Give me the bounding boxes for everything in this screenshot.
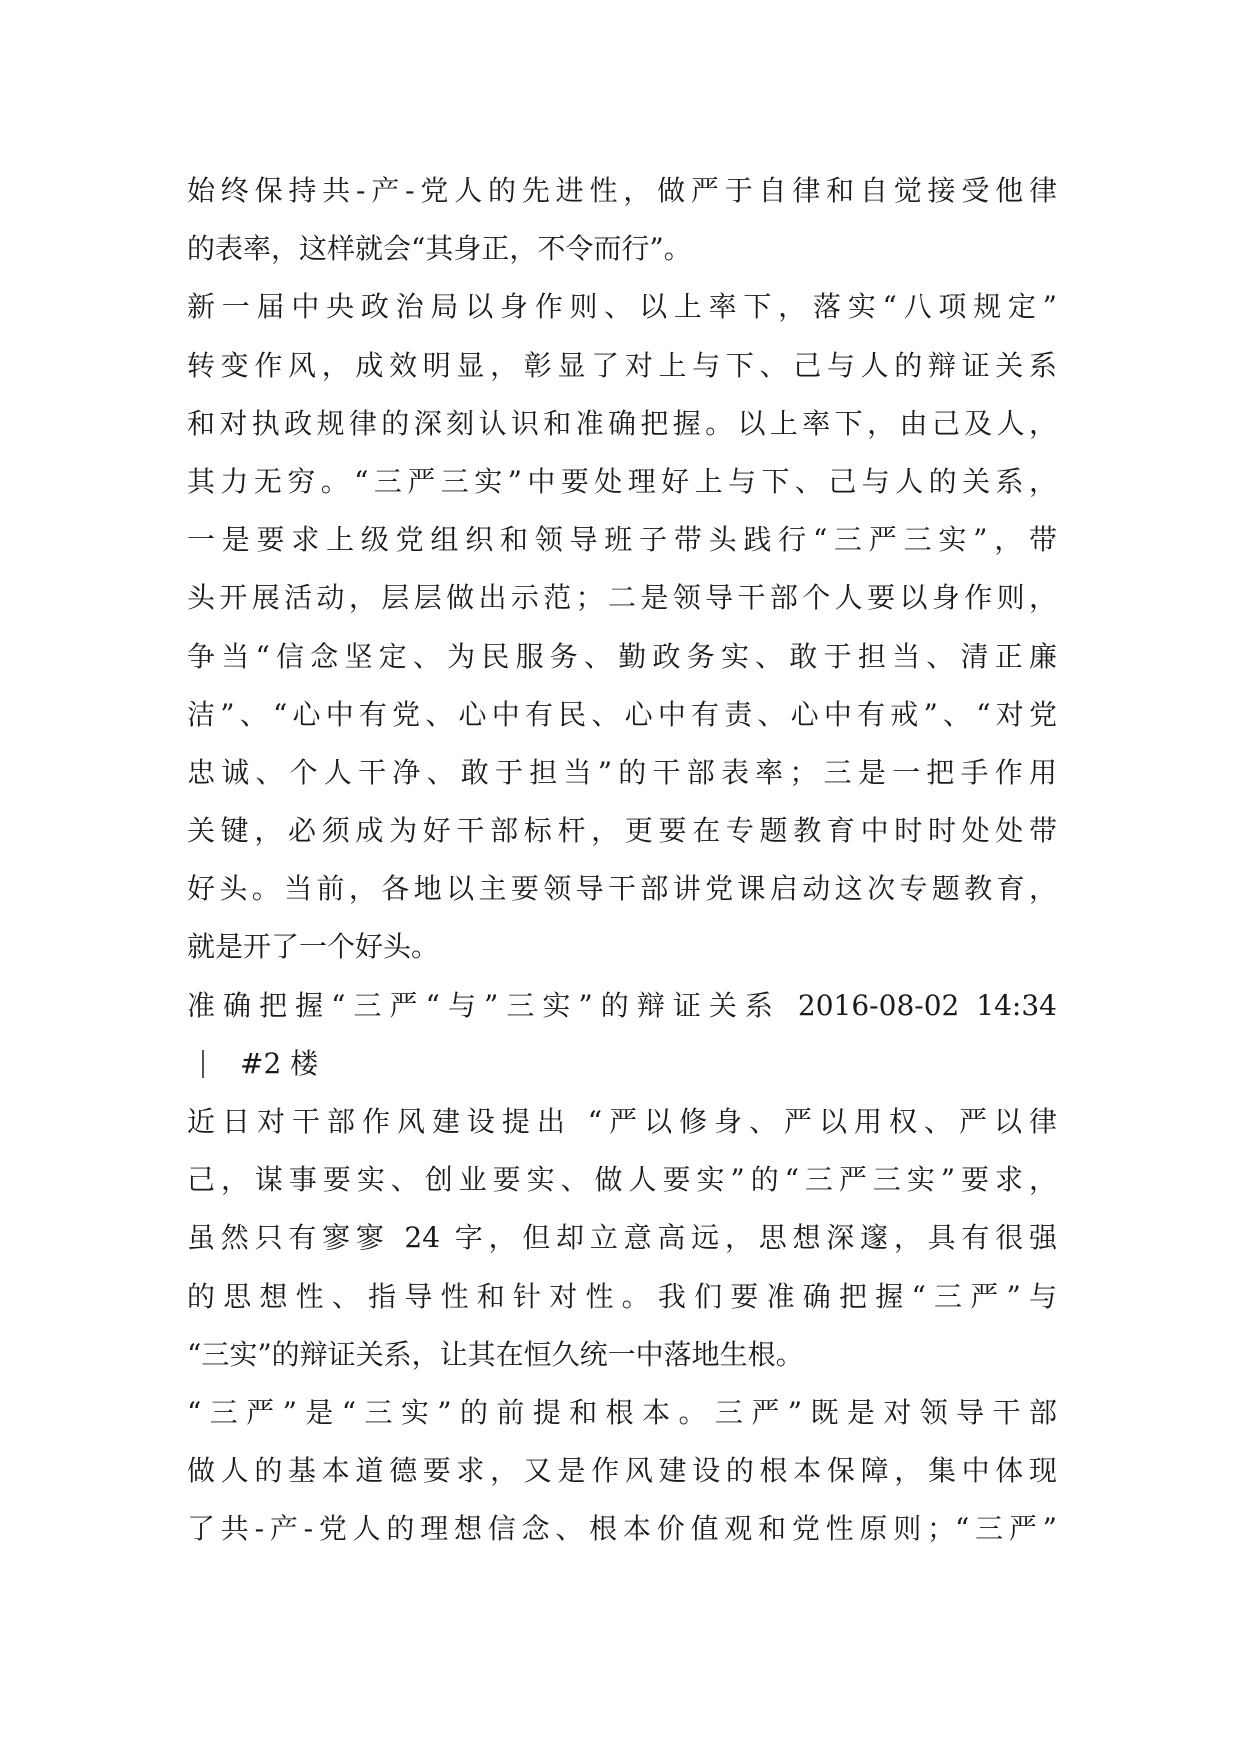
text-line: 洁”、“心中有党、心中有民、心中有责、心中有戒”、“对党 [187,697,1057,731]
document-body [187,162,1057,1559]
text-line: 近日对干部作风建设提出 “严以修身、严以用权、严以律 [187,1105,1057,1138]
text-line: 一是要求上级党组织和领导班子带头践行“三严三实”，带 [187,523,1057,557]
text-line: 己，谋事要实、创业要实、做人要实”的“三严三实”要求， [187,1163,1057,1197]
text-line: 好头。当前，各地以主要领导干部讲党课启动这次专题教育， [187,872,1057,906]
text-line: 转变作风，成效明显，彰显了对上与下、己与人的辩证关系 [187,348,1057,382]
divider-bar [202,1050,204,1078]
text-line: 了共-产-党人的理想信念、根本价值观和党性原则；“三严” [187,1512,1057,1546]
floor-label: #2 楼 [240,1046,319,1080]
text-line: 始终保持共-产-党人的先进性，做严于自律和自觉接受他律 [187,174,1057,207]
text-line: 做人的基本道德要求，又是作风建设的根本保障，集中体现 [187,1454,1057,1488]
text-line: 和对执政规律的深刻认识和准确把握。以上率下，由己及人， [187,406,1057,440]
text-line: 虽然只有寥寥 24 字，但却立意高远，思想深邃，具有很强 [187,1221,1057,1255]
text-line: 新一届中央政治局以身作则、以上率下，落实“八项规定” [187,290,1057,324]
floor-marker [187,1035,1057,1093]
text-line: 的表率，这样就会“其身正，不令而行”。 [187,232,692,266]
text-line: 争当“信念坚定、为民服务、勤政务实、敢于担当、清正廉 [187,639,1057,673]
text-line: 就是开了一个好头。 [187,930,440,964]
text-line: 忠诚、个人干净、敢于担当”的干部表率；三是一把手作用 [187,755,1057,789]
text-line: “三严”是“三实”的前提和根本。三严”既是对领导干部 [187,1395,1057,1429]
text-line: “三实”的辩证关系，让其在恒久统一中落地生根。 [187,1337,804,1371]
text-line: 的思想性、指导性和针对性。我们要准确把握“三严”与 [187,1279,1057,1313]
text-line: 关键，必须成为好干部标杆，更要在专题教育中时时处处带 [187,814,1057,848]
post-title-line: 准确把握“三严“与”三实”的辩证关系 2016-08-02 14:34 [187,988,1057,1022]
text-line: 其力无穷。“三严三实”中要处理好上与下、己与人的关系， [187,464,1057,498]
text-line: 头开展活动，层层做出示范；二是领导干部个人要以身作则， [187,581,1057,615]
